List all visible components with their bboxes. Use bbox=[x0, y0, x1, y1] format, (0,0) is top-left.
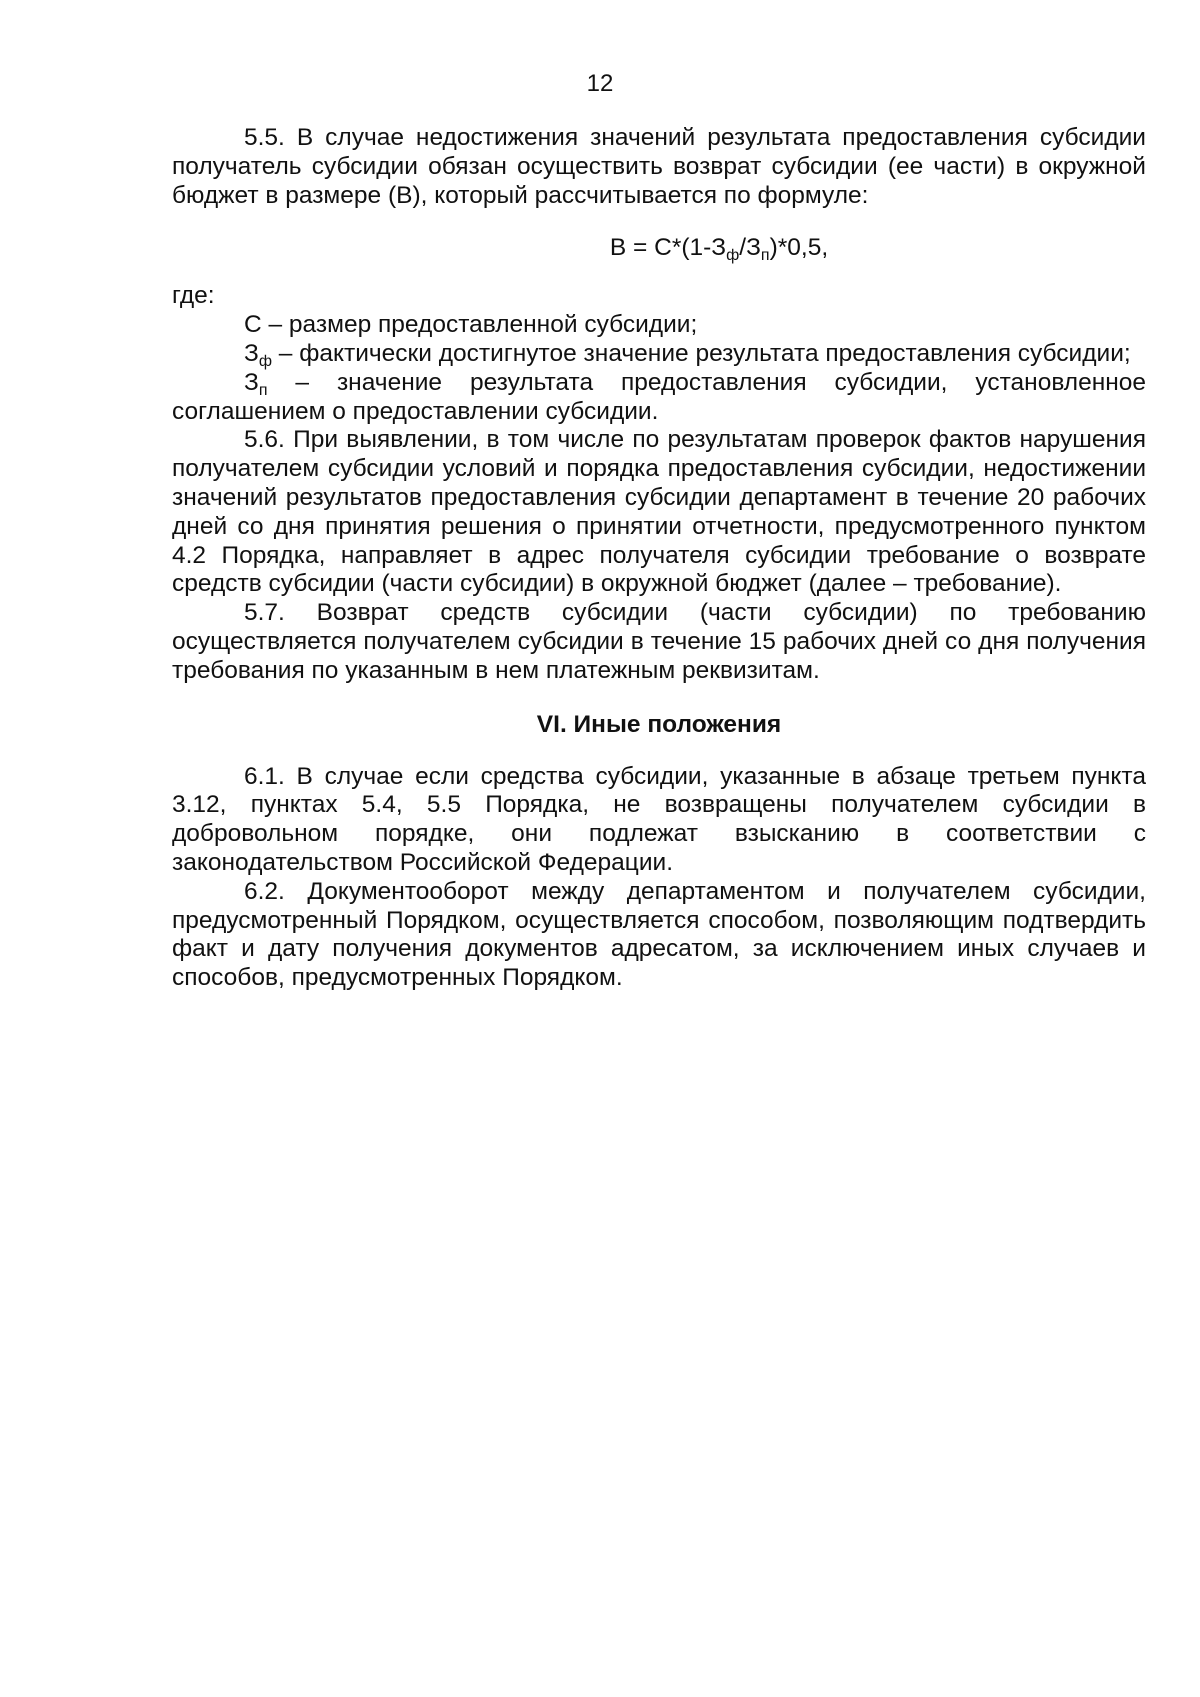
paragraph-6-2: 6.2. Документооборот между департаментом и получателем субсидии, предусмотренный Порядком, осуществляется способом, позволяющим подтвердить факт и дату получения документов адресатом, за исключением иных случаев и способов, предусмотренных Порядком. bbox=[172, 877, 1146, 992]
definition-zf-sub: ф bbox=[258, 352, 272, 370]
definition-zp-sub: п bbox=[258, 381, 268, 399]
formula-rhs: )*0,5, bbox=[769, 234, 829, 262]
definition-zp-text: – значение результата предоставления субсидии, установленное соглашением о предоставлении субсидии. bbox=[172, 368, 1146, 425]
paragraph-6-1: 6.1. В случае если средства субсидии, указанные в абзаце третьем пункта 3.12, пунктах 5.4, 5.5 Порядка, не возвращены получателем субсидии в добровольном порядке, они подлежат взысканию в соответствии с законодательством Российской Федерации. bbox=[172, 762, 1146, 876]
paragraph-5-6: 5.6. При выявлении, в том числе по результатам проверок фактов нарушения получателем субсидии условий и порядка предоставления субсидии, недостижении значений результатов предоставления субсидии департамент в течение 20 рабочих дней со дня принятия решения о принятии отчетности, предусмотренного пунктом 4.2 Порядка, направляет в адрес получателя субсидии требование о возврате средств субсидии (части субсидии) в окружной бюджет (далее – требование). bbox=[172, 426, 1146, 598]
formula-sub-f: ф bbox=[726, 247, 740, 265]
definition-zf bbox=[172, 340, 1146, 369]
definition-zf-symbol: З bbox=[244, 339, 259, 367]
formula-lhs: В = С*(1-З bbox=[609, 234, 727, 262]
document-body bbox=[172, 124, 1146, 993]
page-number: 12 bbox=[586, 70, 614, 97]
where-label: где: bbox=[172, 282, 215, 310]
section-6-title: VI. Иные положения bbox=[536, 710, 782, 738]
formula-mid: /З bbox=[739, 234, 761, 262]
paragraph-5-7: 5.7. Возврат средств субсидии (части субсидии) по требованию осуществляется получателем субсидии в течение 15 рабочих дней со дня получения требования по указанным в нем платежным реквизитам. bbox=[172, 599, 1146, 684]
formula bbox=[172, 230, 1146, 266]
paragraph-5-5: 5.5. В случае недостижения значений результата предоставления субсидии получатель субсидии обязан осуществить возврат субсидии (ее части) в окружной бюджет в размере (В), который рассчитывается по формуле: bbox=[172, 124, 1146, 209]
definition-zp-symbol: З bbox=[244, 368, 259, 396]
formula-sub-p: п bbox=[760, 247, 770, 265]
definition-zf-text: – фактически достигнутое значение результата предоставления субсидии; bbox=[271, 339, 1131, 367]
definition-c: С – размер предоставленной субсидии; bbox=[244, 311, 698, 339]
definition-zp bbox=[172, 369, 1146, 427]
